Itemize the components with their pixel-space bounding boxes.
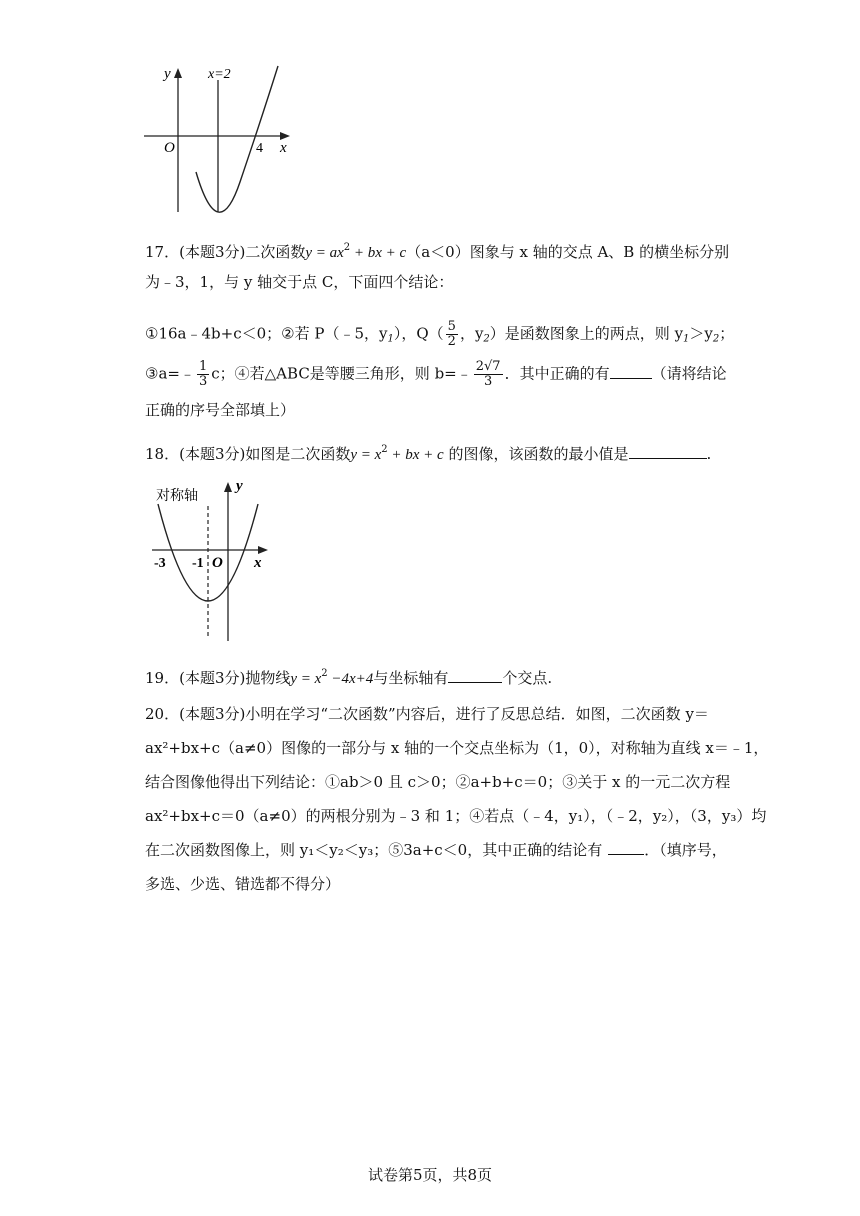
fig1-origin-label: O xyxy=(164,140,175,156)
q18-answer-blank[interactable] xyxy=(629,444,707,459)
q17-line-3: ①16a﹣4b+c＜0；②若 P（﹣5，$y_1$），Q（ $\frac{5}{2}$ ，$y_2$）是函数图象上的两点，则 $y_1>y_2$； xyxy=(145,319,735,349)
fig1-intercept-label: 4 xyxy=(256,141,263,156)
q20-line-1: 20．(本题3分)小明在学习“二次函数”内容后，进行了反思总结．如图，二次函数 y＝ xyxy=(145,705,709,723)
fig2-symmetry-axis-label: 对称轴 xyxy=(156,489,198,504)
q17-answer-blank[interactable] xyxy=(610,364,652,379)
q19-line-1: 19．(本题3分)抛物线$y = x^2 -4x+4$与坐标轴有 个交点. xyxy=(145,668,553,687)
q17-line-5: 正确的序号全部填上） xyxy=(145,401,296,419)
fig2-origin-label: O xyxy=(212,555,223,571)
page-footer: 试卷第5页，共8页 xyxy=(367,1166,493,1184)
fig1-x-label: x xyxy=(280,140,287,156)
q20-line-6: 多选、少选、错选都不得分） xyxy=(145,875,341,893)
q20-answer-blank[interactable] xyxy=(608,840,644,855)
q20-line-5: 在二次函数图像上，则 y₁＜y₂＜y₃；⑤3a+c＜0，其中正确的结论有 ．（填序号， xyxy=(145,841,727,859)
fig2-x-label: x xyxy=(254,555,262,571)
q18-line-1: 18．(本题3分)如图是二次函数$y = x^2$ + bx + c 的图像，该函数的最小值是 . xyxy=(145,444,712,463)
q20-line-4: ax²+bx+c＝0（a≠0）的两根分别为﹣3 和 1；④若点（﹣4，y₁），（﹣2，y₂），（3，y₃）均 xyxy=(145,807,767,825)
fig2-tick-neg3: -3 xyxy=(154,556,166,571)
q17-line-4: ③a=﹣ $\frac{1}{3}$ c；④若△ABC是等腰三角形，则 b=﹣ $\frac{2√7}{3}$ ．其中正确的有 （请将结论 xyxy=(145,359,727,389)
q20-line-3: 结合图像他得出下列结论：①ab＞0 且 c＞0；②a+b+c＝0；③关于 x 的一元二次方程 xyxy=(145,773,731,791)
fig1-axis-line-label: x=2 xyxy=(208,67,231,82)
fig2-y-label: y xyxy=(236,478,243,494)
q17-line-2: 为﹣3，1，与 y 轴交于点 C，下面四个结论： xyxy=(145,273,454,291)
figure-parabola-2 xyxy=(148,476,278,646)
q17-line-1: 17．(本题3分)二次函数$y = ax^2$ + bx + c（a＜0）图象与 x 轴的交点 A、B 的横坐标分别 xyxy=(145,242,730,261)
figure-parabola-1 xyxy=(140,62,300,222)
fig1-y-label: y xyxy=(164,66,171,82)
q17-fraction-5-2: $\frac{5}{2}$ xyxy=(447,319,456,349)
q20-line-2: ax²+bx+c（a≠0）图像的一部分与 x 轴的一个交点坐标为（1，0），对称轴为直线 x＝﹣1， xyxy=(145,739,769,757)
q17-fraction-2sqrt7-3: $\frac{2√7}{3}$ xyxy=(475,359,501,389)
q19-answer-blank[interactable] xyxy=(448,668,502,683)
fig2-tick-neg1: -1 xyxy=(192,556,204,571)
q17-fraction-1-3: $\frac{1}{3}$ xyxy=(198,359,208,389)
